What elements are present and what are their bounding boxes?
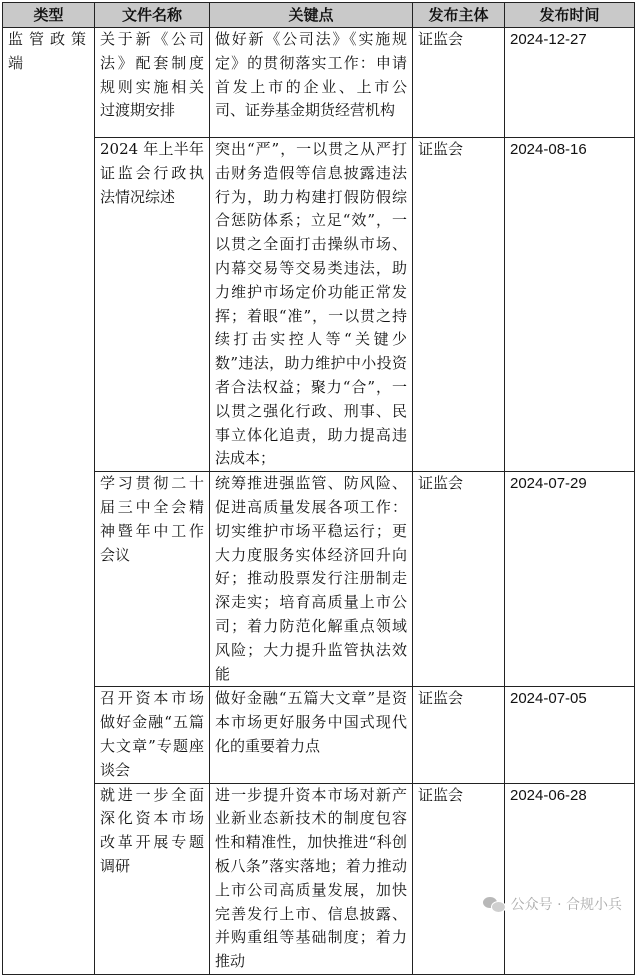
date-cell: 2024-06-28: [505, 783, 635, 974]
file-name-cell: 2024 年上半年证监会行政执法情况综述: [95, 138, 210, 472]
key-points-cell: 做好金融“五篇大文章”是资本市场更好服务中国式现代化的重要着力点: [210, 687, 413, 783]
header-date: 发布时间: [505, 3, 635, 28]
table-row: [3, 783, 635, 974]
file-name-cell: 关于新《公司法》配套制度规则实施相关过渡期安排: [95, 28, 210, 138]
file-name-cell: 就进一步全面深化资本市场改革开展专题调研: [95, 783, 210, 974]
table-row: [3, 472, 635, 687]
header-type: 类型: [3, 3, 95, 28]
watermark: [483, 894, 622, 914]
watermark-text: 公众号 · 合规小兵: [510, 897, 622, 913]
file-name-cell: 学习贯彻二十届三中全会精神暨年中工作会议: [95, 472, 210, 687]
key-points-cell: 做好新《公司法》《实施规定》的贯彻落实工作：申请首发上市的企业、上市公司、证券基金期货经营机构: [210, 28, 413, 138]
key-points-cell: 统筹推进强监管、防风险、促进高质量发展各项工作：切实维护市场平稳运行；更大力度服务实体经济回升向好；推动股票发行注册制走深走实；培育高质量上市公司；着力防范化解重点领域风险；大力提升监管执法效能: [210, 472, 413, 687]
key-points-cell: 进一步提升资本市场对新产业新业态新技术的制度包容性和精准性，加快推进“科创板八条”落实落地；着力推动上市公司高质量发展，加快完善发行上市、信息披露、并购重组等基础制度；着力推动: [210, 783, 413, 974]
header-key-points: 关键点: [210, 3, 413, 28]
date-cell: 2024-07-05: [505, 687, 635, 783]
publisher-cell: 证监会: [413, 472, 505, 687]
table-row: [3, 138, 635, 472]
table-row: [3, 687, 635, 783]
policy-table: [2, 2, 635, 975]
wechat-icon: [483, 895, 505, 913]
date-cell: 2024-08-16: [505, 138, 635, 472]
date-cell: 2024-07-29: [505, 472, 635, 687]
publisher-cell: 证监会: [413, 138, 505, 472]
publisher-cell: 证监会: [413, 687, 505, 783]
file-name-cell: 召开资本市场做好金融“五篇大文章”专题座谈会: [95, 687, 210, 783]
date-cell: 2024-12-27: [505, 28, 635, 138]
header-publisher: 发布主体: [413, 3, 505, 28]
table-header-row: [3, 3, 635, 28]
table-row: [3, 28, 635, 138]
publisher-cell: 证监会: [413, 783, 505, 974]
header-file-name: 文件名称: [95, 3, 210, 28]
publisher-cell: 证监会: [413, 28, 505, 138]
type-cell: 监管政策端: [3, 28, 95, 975]
key-points-cell: 突出“严”，一以贯之从严打击财务造假等信息披露违法行为，助力构建打假防假综合惩防体系；立足“效”，一以贯之全面打击操纵市场、内幕交易等交易类违法，助力维护市场定价功能正常发挥；着眼“准”，一以贯之持续打击实控人等“关键少数”违法，助力维护中小投资者合法权益；聚力“合”，一以贯之强化行政、刑事、民事立体化追责，助力提高违法成本；: [210, 138, 413, 472]
